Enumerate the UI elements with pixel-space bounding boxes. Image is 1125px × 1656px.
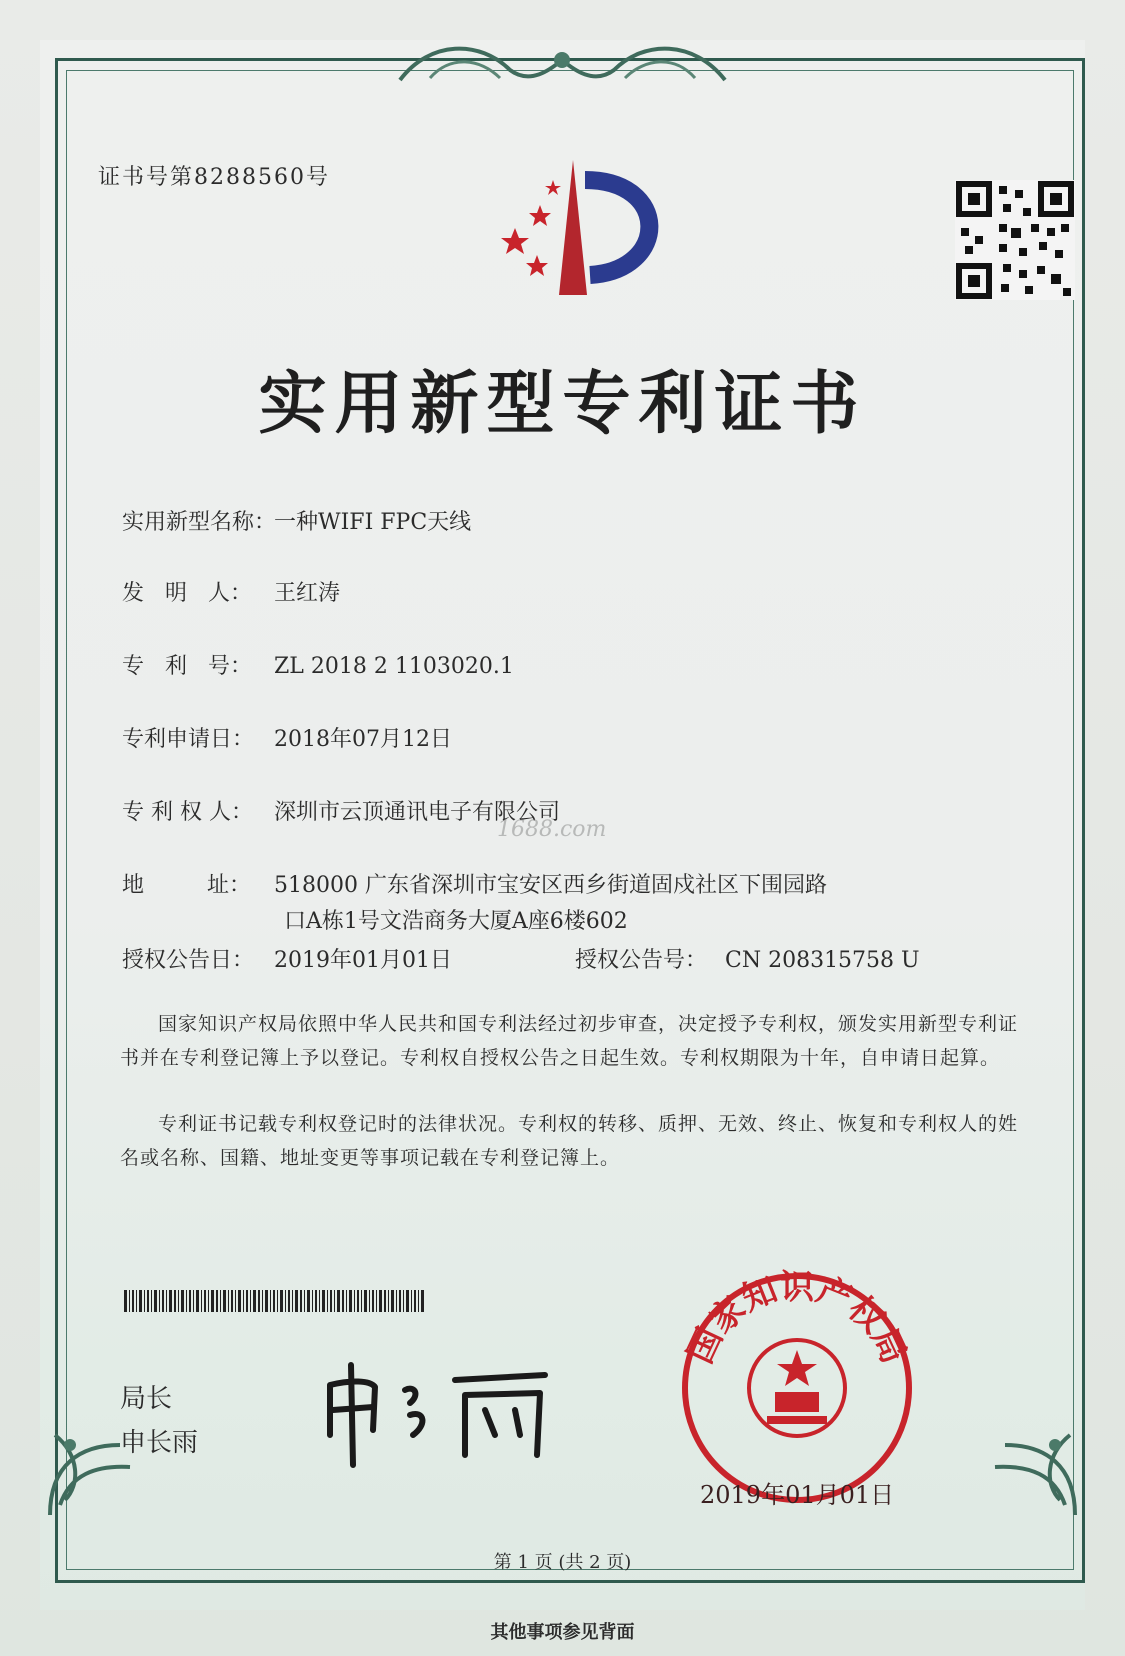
field-grant-number (575, 943, 920, 974)
field-value: 深圳市云顶通讯电子有限公司 (274, 800, 561, 825)
field-patentee (122, 795, 560, 826)
field-label: 专 利 号： (122, 654, 252, 679)
field-application-date (122, 722, 452, 753)
seal-text: 国家知识产权局 (680, 1268, 914, 1370)
field-value: 2019年01月01日 (274, 948, 452, 973)
field-label: 发 明 人： (122, 581, 252, 606)
field-value: 一种WIFI FPC天线 (274, 510, 472, 535)
corner-ornament-right (965, 1405, 1085, 1525)
field-utility-model-name (122, 505, 471, 536)
field-patent-number (122, 649, 514, 680)
field-value: ZL 2018 2 1103020.1 (274, 654, 514, 679)
field-label: 实用新型名称： (122, 510, 277, 535)
seal-date: 2019年01月01日 (700, 1481, 895, 1509)
statement-paragraph-2: 专利证书记载专利权登记时的法律状况。专利权的转移、质押、无效、终止、恢复和专利权人的姓名或名称、国籍、地址变更等事项记载在专利登记簿上。 (120, 1113, 1019, 1169)
watermark: 1688.com (497, 817, 607, 842)
field-address (122, 868, 827, 899)
field-value: 王红涛 (274, 581, 341, 606)
top-ornament (390, 30, 735, 100)
field-value: 518000 广东省深圳市宝安区西乡街道固戍社区下围园路 (274, 873, 827, 898)
field-grant-date (122, 943, 452, 974)
field-label: 专利申请日： (122, 727, 255, 752)
field-label: 授权公告日： (122, 948, 255, 973)
statement-paragraph-1: 国家知识产权局依照中华人民共和国专利法经过初步审查，决定授予专利权，颁发实用新型专利证书并在专利登记簿上予以登记。专利权自授权公告之日起生效。专利权期限为十年，自申请日起算。 (120, 1013, 1019, 1069)
director-name: 申长雨 (120, 1428, 199, 1458)
certificate-number: 证书号第8288560号 (98, 165, 330, 190)
field-value: 2018年07月12日 (274, 727, 452, 752)
address-line-2: 口A栋1号文浩商务大厦A座6楼602 (284, 909, 628, 934)
barcode-icon (124, 1290, 424, 1312)
director-title: 局长 (120, 1384, 173, 1414)
patent-office-logo-icon (495, 160, 685, 300)
qr-code-icon (955, 180, 1075, 300)
field-label: 授权公告号： (575, 948, 708, 973)
back-note: 其他事项参见背面 (490, 1622, 635, 1643)
field-value: CN 208315758 U (725, 948, 920, 973)
field-label: 地 址： (122, 873, 251, 898)
field-inventor (122, 576, 340, 607)
certificate-title: 实用新型专利证书 (258, 365, 867, 444)
page-number: 第 1 页 (共 2 页) (493, 1552, 632, 1573)
official-seal-icon (677, 1268, 917, 1508)
director-signature (315, 1355, 575, 1475)
field-label: 专 利 权 人： (122, 800, 253, 825)
